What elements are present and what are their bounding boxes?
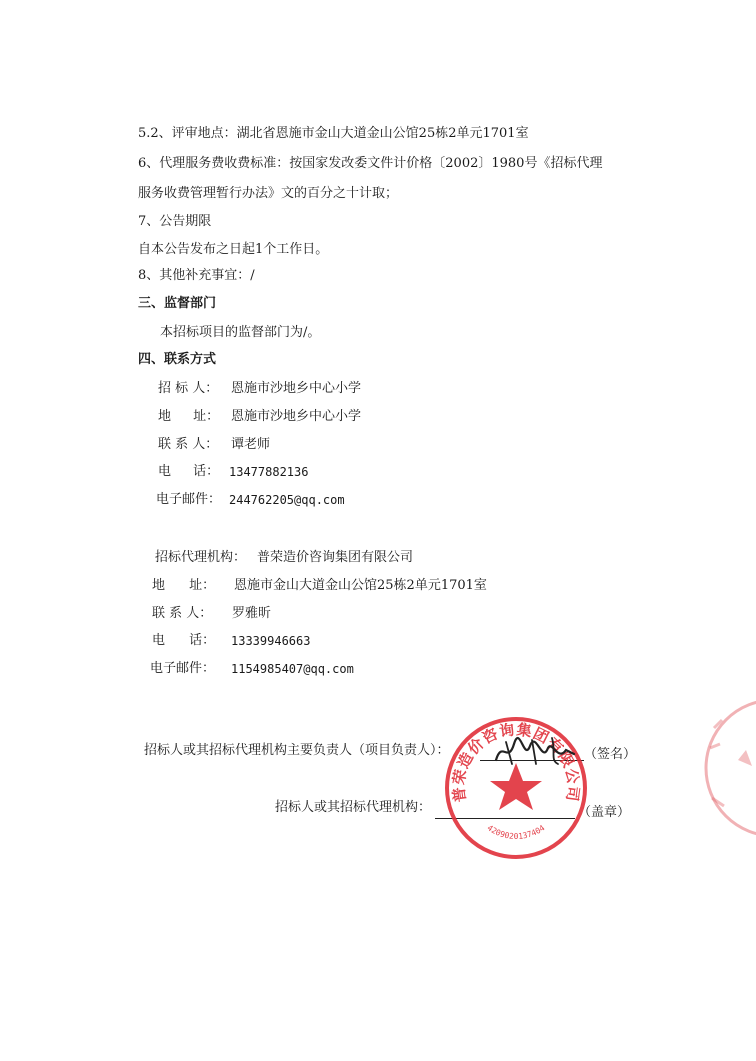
handwritten-signature	[492, 734, 578, 770]
notice-period-heading: 7、公告期限	[138, 214, 212, 229]
eval-location-line: 5.2、评审地点：湖北省恩施市金山大道金山公馆25栋2单元1701室	[138, 126, 529, 141]
signature-suffix: （签名）	[584, 747, 637, 762]
agency-email-value: 1154985407@qq.com	[231, 662, 354, 676]
tenderer-address-label: 地 址：	[158, 409, 220, 424]
tenderer-email-label: 电子邮件：	[156, 492, 222, 507]
seal-star-icon	[490, 763, 542, 810]
seal-text: 普荣造价咨询集团有限公司	[449, 720, 583, 804]
contact-heading: 四、联系方式	[138, 352, 217, 367]
notice-period-text: 自本公告发布之日起1个工作日。	[138, 242, 329, 257]
seal-number: 4209020137404	[485, 823, 547, 842]
agency-phone-label: 电 话：	[152, 633, 216, 648]
partial-seal-edge	[694, 688, 756, 848]
tenderer-phone-label: 电 话：	[158, 464, 220, 479]
signature-responsible-label: 招标人或其招标代理机构主要负责人（项目负责人）：	[144, 743, 450, 758]
stamp-org-label: 招标人或其招标代理机构：	[275, 800, 432, 815]
other-matters-line: 8、其他补充事宜：/	[138, 268, 255, 283]
fee-standard-line1: 6、代理服务费收费标准：按国家发改委文件计价格〔2002〕1980号《招标代理	[138, 156, 603, 171]
stamp-suffix: （盖章）	[578, 805, 631, 820]
tenderer-name-value: 恩施市沙地乡中心小学	[231, 381, 362, 396]
agency-phone-value: 13339946663	[231, 634, 311, 648]
tenderer-address-value: 恩施市沙地乡中心小学	[231, 409, 362, 424]
tenderer-contact-person-label: 联 系 人：	[158, 437, 219, 452]
agency-address-label: 地 址：	[152, 578, 216, 593]
tenderer-email-value: 244762205@qq.com	[229, 493, 345, 507]
agency-contact-person-label: 联 系 人：	[152, 606, 213, 621]
agency-address-value: 恩施市金山大道金山公馆25栋2单元1701室	[234, 578, 487, 593]
agency-contact-person-value: 罗雅昕	[232, 606, 272, 621]
svg-text:4209020137404	[485, 823, 546, 841]
tenderer-phone-value: 13477882136	[229, 465, 309, 479]
agency-name-value: 普荣造价咨询集团有限公司	[257, 550, 414, 565]
tenderer-contact-person-value: 谭老师	[231, 437, 271, 452]
agency-name-label: 招标代理机构：	[155, 550, 247, 565]
agency-email-label: 电子邮件：	[150, 661, 216, 676]
tenderer-name-label: 招 标 人：	[158, 381, 219, 396]
supervision-text: 本招标项目的监督部门为/。	[160, 325, 321, 340]
supervision-heading: 三、监督部门	[138, 296, 217, 311]
fee-standard-line2: 服务收费管理暂行办法》文的百分之十计取；	[138, 186, 399, 201]
